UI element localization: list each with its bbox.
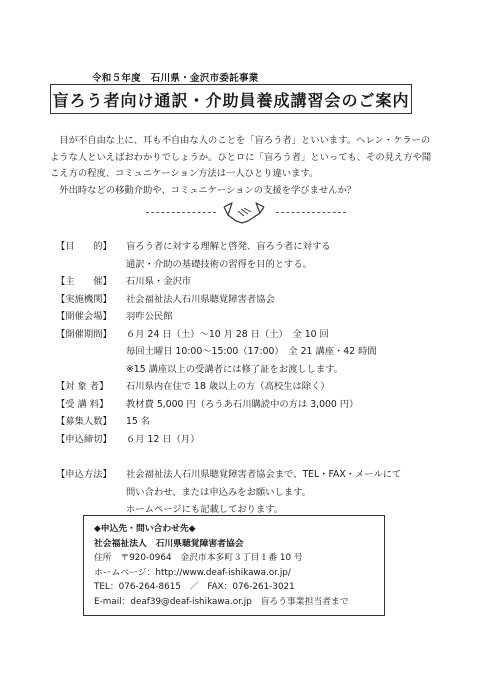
intro-paragraph-2: 外出時などの移動介助や、コミュニケーションの支援を学びませんか？ [59,184,357,196]
detail-value [126,273,436,291]
detail-line: ※15 講座以上の受講者には修了証をお渡しします。 [126,363,344,375]
detail-line: 毎回土曜日 10:00～15:00（17:00） 全 21 講座・42 時間 [126,346,377,357]
contact-homepage[interactable]: ホームページ：http://www.deaf-ishikawa.or.jp/ [94,567,291,578]
detail-row [56,378,436,396]
detail-line: 社会福祉法人石川県聴覚障害者協会 [126,293,275,305]
apply-row [56,466,436,519]
detail-row [56,396,436,414]
apply-line: 社会福祉法人石川県聴覚障害者協会まで、TEL・FAX・メールにて [126,469,402,480]
detail-value [126,431,436,449]
contact-email[interactable]: E-mail：deaf39@deaf-ishikawa.or.jp 盲ろう事業担当者まで [94,596,349,607]
handshake-icon [222,199,266,225]
detail-value [126,413,436,431]
apply-line: ホームページにも記載しております。 [126,504,284,515]
detail-label: 【目 的】 [56,241,112,252]
detail-label: 【対 象 者】 [56,381,109,392]
apply-value [126,466,436,519]
detail-line: 羽咋公民館 [126,311,173,322]
detail-value [126,378,436,396]
detail-row [56,326,436,379]
detail-value [126,396,436,414]
detail-label: 【開催期間】 [56,328,112,340]
contact-address: 住所 〒920-0964 金沢市本多町３丁目１番 10 号 [94,553,303,564]
detail-line: 15 名 [126,416,151,427]
detail-label: 【開催会場】 [56,311,112,322]
apply-label: 【申込方法】 [56,469,112,480]
detail-line: 盲ろう者に対する理解と啓発、盲ろう者に対する [126,241,331,252]
contact-tel-fax: TEL：076-264-8615 ／ FAX：076-261-3021 [94,582,295,593]
detail-row [56,273,436,291]
divider-left [146,212,216,218]
divider-right [276,212,346,218]
detail-line: ６月 24 日（土）～10 月 28 日（土） 全 10 回 [126,328,329,340]
detail-value [126,238,436,273]
detail-line: 通訳・介助の基礎技術の習得を目的とする。 [126,258,312,270]
detail-line: 石川県内在住で 18 歳以上の方（高校生は除く） [126,381,330,392]
detail-value [126,308,436,326]
detail-value [126,326,436,379]
detail-line: ６月 12 日（月） [126,433,200,445]
detail-row [56,308,436,326]
apply-line: 問い合わせ、または申込みをお願いします。 [126,486,311,498]
detail-line: 石川県・金沢市 [126,276,192,287]
intro-paragraph-1: 目が不自由な上に、耳も不自由な人のことを「盲ろう者」といいます。ヘレン・ケラーのような人といえばおわかりでしょうか。ひとロに「盲ろう者」といっても、その見え方や聞こえ方の程度、コミュニケーション方法は一人ひとり違います。 [50,135,432,179]
detail-row [56,431,436,449]
contact-box [83,515,385,616]
detail-row [56,291,436,309]
detail-value [126,291,436,309]
page-title: 盲ろう者向け通訳・介助員養成講習会のご案内 [52,90,410,110]
detail-row [56,413,436,431]
contact-heading: ◆申込先・問い合わせ先◆ [94,524,196,534]
contact-org: 社会福祉法人 石川県聴覚障害者協会 [94,538,244,549]
detail-label: 【申込締切】 [56,433,112,445]
detail-label: 【募集人数】 [56,416,112,427]
detail-row [56,238,436,273]
details-list [56,238,436,519]
detail-label: 【主 催】 [56,276,112,287]
program-subtitle: 令和５年度 石川県・金沢市委託事業 [92,73,259,84]
intro-text [50,133,432,199]
detail-line: 教材費 5,000 円（ろうあ石川購読中の方は 3,000 円） [126,398,359,410]
detail-label: 【受 講 料】 [56,398,109,410]
detail-label: 【実施機関】 [56,293,112,305]
page-title-box [50,84,412,114]
